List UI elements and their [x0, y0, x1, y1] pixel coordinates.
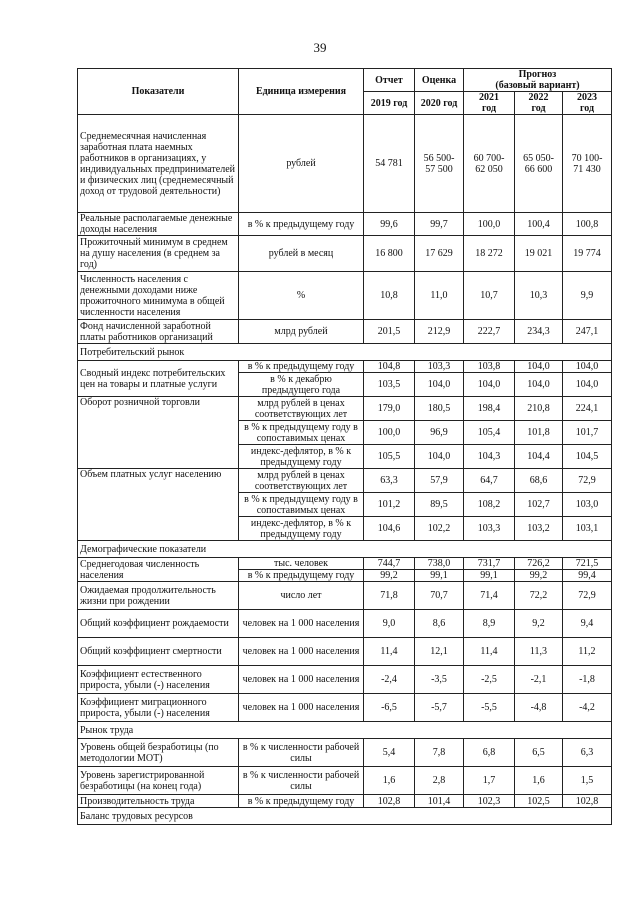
value-cell: 1,6 — [515, 767, 563, 795]
value-cell: 99,4 — [563, 570, 612, 582]
indicator-label: Уровень зарегистрированной безработицы (на конец года) — [78, 767, 239, 795]
value-cell: -5,5 — [464, 694, 515, 722]
value-cell: 104,0 — [563, 373, 612, 397]
table-row — [78, 361, 612, 373]
unit-cell: индекс-дефлятор, в % к предыдущему году — [239, 445, 364, 469]
value-cell: 68,6 — [515, 469, 563, 493]
value-cell: 180,5 — [415, 397, 464, 421]
value-cell: -5,7 — [415, 694, 464, 722]
value-cell: 102,8 — [563, 795, 612, 808]
value-cell: 65 050- 66 600 — [515, 115, 563, 213]
header-2022: 2022 год — [515, 92, 563, 115]
value-cell: 54 781 — [364, 115, 415, 213]
unit-cell: человек на 1 000 населения — [239, 694, 364, 722]
value-cell: 108,2 — [464, 493, 515, 517]
value-cell: 100,0 — [364, 421, 415, 445]
value-cell: -1,8 — [563, 666, 612, 694]
value-cell: 102,2 — [415, 517, 464, 541]
indicator-label: Общий коэффициент рождаемости — [78, 610, 239, 638]
value-cell: 102,5 — [515, 795, 563, 808]
indicator-label: Общий коэффициент смертности — [78, 638, 239, 666]
value-cell: 103,8 — [464, 361, 515, 373]
value-cell: 71,4 — [464, 582, 515, 610]
value-cell: 99,2 — [364, 570, 415, 582]
value-cell: 99,7 — [415, 213, 464, 236]
value-cell: 57,9 — [415, 469, 464, 493]
value-cell: 102,7 — [515, 493, 563, 517]
section-title: Потребительский рынок — [78, 344, 612, 361]
indicator-label: Сводный индекс потребительских цен на товары и платные услуги — [78, 361, 239, 397]
indicator-label: Производительность труда — [78, 795, 239, 808]
value-cell: -2,5 — [464, 666, 515, 694]
value-cell: 103,2 — [515, 517, 563, 541]
unit-cell: человек на 1 000 населения — [239, 638, 364, 666]
header-2021: 2021 год — [464, 92, 515, 115]
value-cell: 101,8 — [515, 421, 563, 445]
page-number: 39 — [313, 40, 327, 55]
value-cell: 1,5 — [563, 767, 612, 795]
value-cell: -6,5 — [364, 694, 415, 722]
value-cell: 744,7 — [364, 558, 415, 570]
value-cell: -4,8 — [515, 694, 563, 722]
unit-cell: в % к предыдущему году — [239, 570, 364, 582]
unit-cell: индекс-дефлятор, в % к предыдущему году — [239, 517, 364, 541]
header-report: Отчет — [364, 69, 415, 92]
value-cell: 100,0 — [464, 213, 515, 236]
value-cell: 11,2 — [563, 638, 612, 666]
indicator-label: Уровень общей безработицы (по методологии МОТ) — [78, 739, 239, 767]
table-row — [78, 767, 612, 795]
table-row — [78, 236, 612, 272]
unit-cell: в % к предыдущему году — [239, 213, 364, 236]
value-cell: 7,8 — [415, 739, 464, 767]
unit-cell: рублей — [239, 115, 364, 213]
header-2019: 2019 год — [364, 92, 415, 115]
value-cell: 10,8 — [364, 272, 415, 320]
table-row — [78, 320, 612, 344]
value-cell: 99,2 — [515, 570, 563, 582]
value-cell: 16 800 — [364, 236, 415, 272]
value-cell: 201,5 — [364, 320, 415, 344]
value-cell: 101,4 — [415, 795, 464, 808]
value-cell: 99,1 — [415, 570, 464, 582]
header-forecast: Прогноз (базовый вариант) — [464, 69, 612, 92]
value-cell: 738,0 — [415, 558, 464, 570]
value-cell: 10,7 — [464, 272, 515, 320]
value-cell: 72,9 — [563, 469, 612, 493]
value-cell: 11,3 — [515, 638, 563, 666]
value-cell: 96,9 — [415, 421, 464, 445]
value-cell: 721,5 — [563, 558, 612, 570]
value-cell: 104,3 — [464, 445, 515, 469]
value-cell: 103,3 — [464, 517, 515, 541]
value-cell: 104,0 — [415, 373, 464, 397]
value-cell: 12,1 — [415, 638, 464, 666]
value-cell: 64,7 — [464, 469, 515, 493]
value-cell: 72,2 — [515, 582, 563, 610]
value-cell: 103,5 — [364, 373, 415, 397]
unit-cell: млрд рублей в ценах соответствующих лет — [239, 469, 364, 493]
value-cell: -3,5 — [415, 666, 464, 694]
table-row — [78, 213, 612, 236]
table-row — [78, 610, 612, 638]
value-cell: 9,9 — [563, 272, 612, 320]
value-cell: 5,4 — [364, 739, 415, 767]
value-cell: 104,0 — [464, 373, 515, 397]
value-cell: -2,1 — [515, 666, 563, 694]
unit-cell: млрд рублей в ценах соответствующих лет — [239, 397, 364, 421]
forecast-table — [77, 68, 612, 825]
value-cell: 104,0 — [515, 361, 563, 373]
unit-cell: рублей в месяц — [239, 236, 364, 272]
value-cell: 726,2 — [515, 558, 563, 570]
value-cell: 9,2 — [515, 610, 563, 638]
value-cell: 19 774 — [563, 236, 612, 272]
value-cell: 63,3 — [364, 469, 415, 493]
indicator-label: Оборот розничной торговли — [78, 397, 239, 469]
value-cell: -4,2 — [563, 694, 612, 722]
value-cell: 17 629 — [415, 236, 464, 272]
table-row — [78, 272, 612, 320]
table-row — [78, 115, 612, 213]
section-row — [78, 808, 612, 825]
value-cell: 1,7 — [464, 767, 515, 795]
section-row — [78, 344, 612, 361]
value-cell: 100,8 — [563, 213, 612, 236]
value-cell: 9,0 — [364, 610, 415, 638]
value-cell: 104,6 — [364, 517, 415, 541]
value-cell: 56 500- 57 500 — [415, 115, 464, 213]
value-cell: 198,4 — [464, 397, 515, 421]
value-cell: 101,2 — [364, 493, 415, 517]
value-cell: 71,8 — [364, 582, 415, 610]
indicator-label: Среднегодовая численность населения — [78, 558, 239, 582]
value-cell: 101,7 — [563, 421, 612, 445]
value-cell: 1,6 — [364, 767, 415, 795]
value-cell: 99,6 — [364, 213, 415, 236]
value-cell: 6,3 — [563, 739, 612, 767]
value-cell: 104,0 — [415, 445, 464, 469]
header-unit: Единица измерения — [239, 69, 364, 115]
value-cell: 100,4 — [515, 213, 563, 236]
value-cell: 212,9 — [415, 320, 464, 344]
table-row — [78, 397, 612, 421]
table-row — [78, 469, 612, 493]
table-row — [78, 795, 612, 808]
header-estimate: Оценка — [415, 69, 464, 92]
value-cell: 18 272 — [464, 236, 515, 272]
unit-cell: в % к численности рабочей силы — [239, 739, 364, 767]
value-cell: 104,4 — [515, 445, 563, 469]
value-cell: 731,7 — [464, 558, 515, 570]
unit-cell: человек на 1 000 населения — [239, 666, 364, 694]
indicator-label: Фонд начисленной заработной платы работников организаций — [78, 320, 239, 344]
indicator-label: Коэффициент естественного прироста, убыли (-) населения — [78, 666, 239, 694]
value-cell: 103,3 — [415, 361, 464, 373]
value-cell: 19 021 — [515, 236, 563, 272]
indicator-label: Коэффициент миграционного прироста, убыли (-) населения — [78, 694, 239, 722]
value-cell: -2,4 — [364, 666, 415, 694]
value-cell: 224,1 — [563, 397, 612, 421]
section-title: Баланс трудовых ресурсов — [78, 808, 612, 825]
value-cell: 60 700- 62 050 — [464, 115, 515, 213]
unit-cell: в % к предыдущему году в сопоставимых ценах — [239, 493, 364, 517]
unit-cell: в % к декабрю предыдущего года — [239, 373, 364, 397]
unit-cell: в % к предыдущему году — [239, 361, 364, 373]
section-row — [78, 541, 612, 558]
header-2020: 2020 год — [415, 92, 464, 115]
table-row — [78, 558, 612, 570]
value-cell: 103,0 — [563, 493, 612, 517]
value-cell: 104,0 — [563, 361, 612, 373]
value-cell: 99,1 — [464, 570, 515, 582]
value-cell: 72,9 — [563, 582, 612, 610]
unit-cell: в % к предыдущему году — [239, 795, 364, 808]
unit-cell: число лет — [239, 582, 364, 610]
indicator-label: Объем платных услуг населению — [78, 469, 239, 541]
value-cell: 104,8 — [364, 361, 415, 373]
unit-cell: человек на 1 000 населения — [239, 610, 364, 638]
table-row — [78, 638, 612, 666]
table-row — [78, 694, 612, 722]
value-cell: 247,1 — [563, 320, 612, 344]
indicator-label: Реальные располагаемые денежные доходы населения — [78, 213, 239, 236]
value-cell: 70,7 — [415, 582, 464, 610]
header-2023: 2023 год — [563, 92, 612, 115]
value-cell: 11,4 — [364, 638, 415, 666]
indicator-label: Прожиточный минимум в среднем на душу населения (в среднем за год) — [78, 236, 239, 272]
table-row — [78, 739, 612, 767]
header-indicators: Показатели — [78, 69, 239, 115]
value-cell: 222,7 — [464, 320, 515, 344]
value-cell: 11,0 — [415, 272, 464, 320]
value-cell: 8,9 — [464, 610, 515, 638]
value-cell: 102,8 — [364, 795, 415, 808]
value-cell: 70 100- 71 430 — [563, 115, 612, 213]
unit-cell: % — [239, 272, 364, 320]
section-title: Рынок труда — [78, 722, 612, 739]
indicator-label: Среднемесячная начисленная заработная плата наемных работников в организациях, у индивидуальных предпринимателей и физических лиц (среднемесячный доход от трудовой деятельности) — [78, 115, 239, 213]
unit-cell: тыс. человек — [239, 558, 364, 570]
table-row — [78, 582, 612, 610]
value-cell: 2,8 — [415, 767, 464, 795]
value-cell: 234,3 — [515, 320, 563, 344]
unit-cell: в % к предыдущему году в сопоставимых ценах — [239, 421, 364, 445]
table-row — [78, 666, 612, 694]
indicator-label: Численность населения с денежными доходами ниже прожиточного минимума в общей численности населения — [78, 272, 239, 320]
value-cell: 8,6 — [415, 610, 464, 638]
value-cell: 105,4 — [464, 421, 515, 445]
value-cell: 6,5 — [515, 739, 563, 767]
value-cell: 179,0 — [364, 397, 415, 421]
value-cell: 9,4 — [563, 610, 612, 638]
section-title: Демографические показатели — [78, 541, 612, 558]
value-cell: 11,4 — [464, 638, 515, 666]
value-cell: 104,5 — [563, 445, 612, 469]
value-cell: 102,3 — [464, 795, 515, 808]
indicator-label: Ожидаемая продолжительность жизни при рождении — [78, 582, 239, 610]
value-cell: 105,5 — [364, 445, 415, 469]
value-cell: 104,0 — [515, 373, 563, 397]
unit-cell: в % к численности рабочей силы — [239, 767, 364, 795]
value-cell: 10,3 — [515, 272, 563, 320]
section-row — [78, 722, 612, 739]
value-cell: 89,5 — [415, 493, 464, 517]
value-cell: 103,1 — [563, 517, 612, 541]
unit-cell: млрд рублей — [239, 320, 364, 344]
value-cell: 210,8 — [515, 397, 563, 421]
value-cell: 6,8 — [464, 739, 515, 767]
